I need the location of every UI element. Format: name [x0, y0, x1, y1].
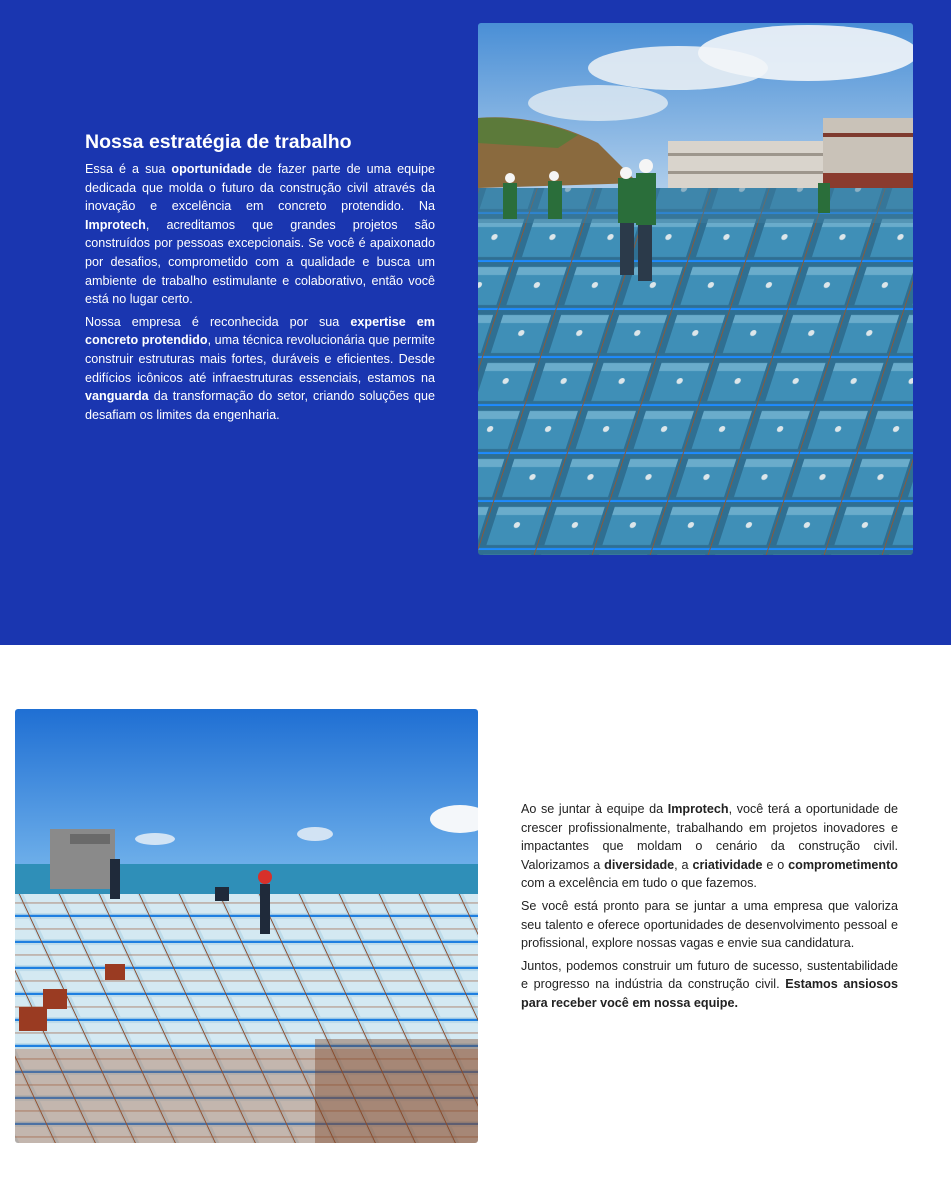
highlight-vanguarda: vanguarda — [85, 389, 149, 404]
join-paragraph-2: Se você está pronto para se juntar a uma empresa que valoriza seu talento e oferece oportunidades de desenvolvimento pessoal e profissional, explore nossas vagas e envie sua candidatura. — [521, 898, 898, 951]
join-paragraph-3: Juntos, podemos construir um futuro de sucesso, sustentabilidade e progresso na indústria da construção civil. Estamos ansiosos para receber você em nossa equipe. — [521, 958, 898, 1010]
construction-site-photo-workers — [478, 23, 913, 555]
highlight-improtech: Improtech — [667, 802, 729, 816]
strategy-paragraph-1: Essa é a sua oportunidade de fazer parte de uma equipe dedicada que molda o futuro da construção civil através da inovação e excelência em concreto protendido. Na Improtech, acreditamos que grandes projetos são construídos por pessoas excepcionais. Se você é apaixonado por desafios, comprometido com a qualidade e busca um ambiente de trabalho estimulante e colaborativo, então você está no lugar certo. — [85, 162, 435, 307]
highlight-criatividade: criatividade — [692, 857, 763, 872]
highlight-diversidade: diversidade — [604, 857, 675, 872]
highlight-expertise: expertise em concreto protendido — [85, 314, 435, 348]
highlight-comprometimento: comprometimento — [788, 857, 898, 872]
closing-statement: Estamos ansiosos para receber você em nossa equipe. — [521, 977, 898, 1010]
highlight-improtech: Improtech — [85, 217, 146, 232]
construction-site-photo-sea-view — [15, 709, 478, 1143]
strategy-text-block — [85, 130, 435, 428]
join-paragraph-1: Ao se juntar à equipe da Improtech, você terá a oportunidade de crescer profissionalmente, trabalhando em projetos inovadores e impactantes que moldam o cenário da construção civil. Valorizamos a diversidade, a criatividade e o comprometimento com a excelência em tudo o que fazemos. — [521, 802, 898, 891]
join-text-block — [521, 800, 898, 1017]
strategy-paragraph-2: Nossa empresa é reconhecida por sua expertise em concreto protendido, uma técnica revolucionária que permite construir estruturas mais fortes, duráveis e eficientes. Desde edifícios icônicos até infraestruturas essenciais, estamos na vanguarda da transformação do setor, criando soluções que desafiam os limites da engenharia. — [85, 314, 435, 422]
highlight-oportunidade: oportunidade — [171, 162, 252, 176]
strategy-title: Nossa estratégia de trabalho — [85, 131, 352, 153]
